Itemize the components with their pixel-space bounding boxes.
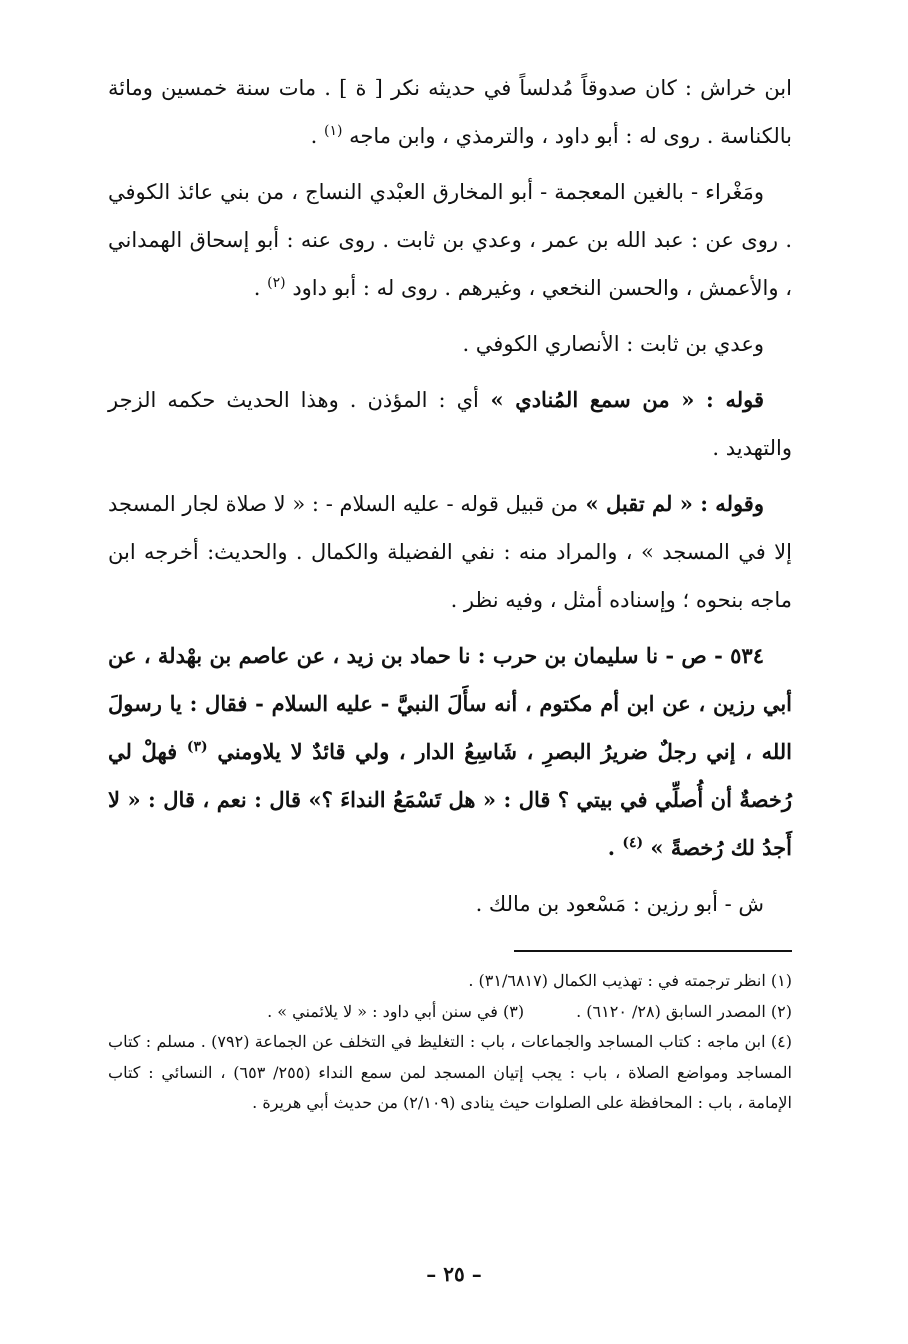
hadith-text-continued: فهلْ لي رُخصةٌ أن أُصلِّي في بيتي ؟ قال : « هل تَسْمَعُ النداءَ ؟» قال : نعم ، قال : « لا أَجدُ لك رُخصةً » (108, 739, 792, 860)
paragraph-sharh-abu-razin (108, 880, 792, 928)
hadith-tail: . (607, 835, 615, 860)
footnote-separator (514, 950, 792, 952)
paragraph-lead-bold: وقوله : « لم تقبل » (578, 491, 764, 516)
footnote-ref-2: (٢) (267, 275, 286, 291)
paragraph-text: أي : المؤذن . وهذا الحديث حكمه الزجر والتهديد . (108, 388, 792, 460)
footnote-2-3-line (108, 997, 792, 1028)
footnote-3: (٣) في سنن أبي داود : « لا يلائمني » . (267, 1001, 525, 1021)
footnote-2: (٢) المصدر السابق (٢٨/ ٦١٢٠) . (576, 1001, 792, 1021)
paragraph-tail: . (253, 276, 261, 300)
paragraph-lead-bold: قوله : « من سمع المُنادي » (478, 387, 764, 412)
paragraph-text: وعدي بن ثابت : الأنصاري الكوفي . (462, 332, 764, 356)
hadith-text: ٥٣٤ - ص - نا سليمان بن حرب : نا حماد بن زيد ، عن عاصم بن بهْدلة ، عن أبي رزين ، عن ابن أم مكتوم ، أنه سأَلَ النبيَّ - عليه السلام - فقال : يا رسولَ الله ، إني رجلٌ ضريرُ البصرِ ، شَاسِعُ الدار ، ولي قائدٌ لا يلاومني (108, 643, 793, 764)
paragraph-text: ش - أبو رزين : مَسْعود بن مالك . (475, 892, 764, 916)
paragraph-lam-tuqbal (108, 480, 792, 624)
paragraph-ibn-khirash (108, 64, 792, 160)
paragraph-adi-bin-thabit (108, 320, 792, 368)
page-body (108, 64, 792, 1119)
footnote-ref-4: (٤) (622, 835, 644, 851)
page-number: – ٢٥ – (426, 1262, 482, 1286)
footnotes (108, 966, 792, 1119)
footnote-1: (١) انظر ترجمته في : تهذيب الكمال (٣١/٦٨١٧) . (468, 971, 792, 990)
paragraph-text: ابن خراش : كان صدوقاً مُدلساً في حديثه نكر [ ة ] . مات سنة خمسين ومائة بالكناسة . روى له : أبو داود ، والترمذي ، وابن ماجه (108, 76, 792, 148)
paragraph-text: ومَغْراء - بالغين المعجمة - أبو المخارق العبْدي النساج ، من بني عائذ الكوفي . روى عن : عبد الله بن عمر ، وعدي بن ثابت . روى عنه : أبو إسحاق الهمداني ، والأعمش ، والحسن النخعي ، وغيرهم . روى له : أبو داود (108, 180, 792, 300)
footnote-4: (٤) ابن ماجه : كتاب المساجد والجماعات ، باب : التغليظ في التخلف عن الجماعة (٧٩٢) . مسلم : كتاب المساجد ومواضع الصلاة ، باب : يجب إتيان المسجد لمن سمع النداء (٢٥٥/ ٦٥٣) ، النسائي : كتاب الإمامة ، باب : المحافظة على الصلوات حيث ينادى (٢/١٠٩) من حديث أبي هريرة . (108, 1032, 792, 1112)
paragraph-text: من قبيل قوله - عليه السلام - : « لا صلاة لجار المسجد إلا في المسجد » ، والمراد منه : نفي الفضيلة والكمال . والحديث: أخرجه ابن ماجه بنحوه ؛ وإسناده أمثل ، وفيه نظر . (108, 492, 792, 612)
paragraph-maghra (108, 168, 792, 312)
footnote-ref-3: (٣) (186, 739, 208, 755)
paragraph-tail: . (310, 124, 318, 148)
footnote-ref-1: (١) (323, 123, 343, 139)
hadith-534 (108, 632, 792, 872)
paragraph-munadi (108, 376, 792, 472)
